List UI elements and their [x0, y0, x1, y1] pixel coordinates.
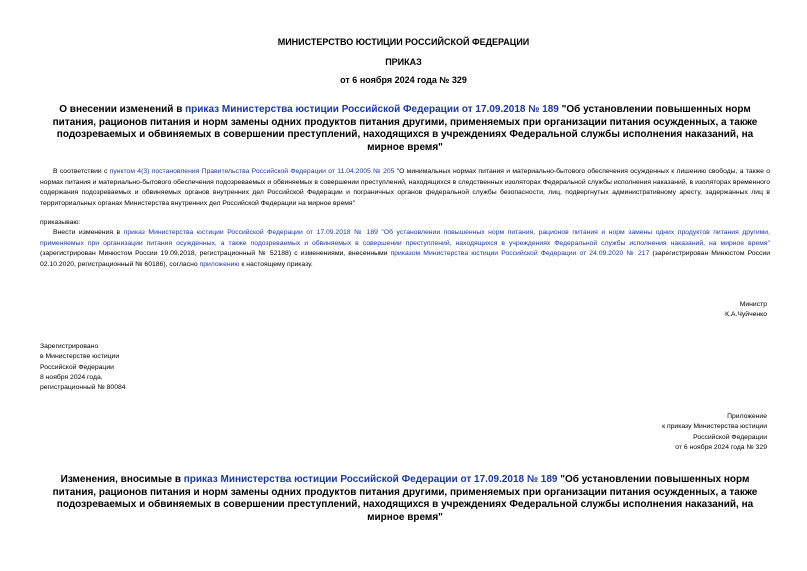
operative-text-2: (зарегистрирован Минюстом России 19.09.2018, регистрационный № 52188) с изменениями, внесенными — [40, 250, 391, 258]
operative-text-3: (зарегистрирован Минюстом России 02.10.2020, регистрационный № 60186), согласно — [40, 250, 771, 268]
changes-title-prefix: Изменения, вносимые в — [60, 474, 184, 485]
order-title-suffix: "Об установлении повышенных норм питания, рационов питания и норм замены одних продуктов питания другими, применяемых при организации питания осужденных, а также подозреваемых и обвиняемых в совершении преступлений, находящихся в учреждениях Федеральной службы исполнения наказаний, на мирное время" — [52, 104, 758, 153]
appendix-line-3: Российской Федерации — [693, 433, 767, 441]
order-word: приказываю: — [40, 219, 81, 226]
appendix-line-4: от 6 ноября 2024 года № 329 — [675, 443, 767, 451]
order-title — [50, 104, 760, 154]
operative-text-1: Внести изменения в — [53, 229, 124, 236]
order-title-prefix: О внесении изменений в — [59, 104, 186, 115]
preamble-suffix: "О минимальных нормах питания и материально-бытового обеспечения осужденных к лишению свободы, а также о нормах питания и материально-бытового обеспечения подозреваемых и обвиняемых в совершении преступлений, находящихся в следственных изоляторах Федеральной службы исполнения наказаний, в изоляторах временного содержания подозреваемых и обвиняемых органов внутренних дел Российской Федерации и пограничных органов федеральной службы безопасности, лиц, подвергнутых административному аресту, задержанных лиц в территориальных органах Министерства внутренних дел Российской Федерации на мирное время" — [40, 168, 770, 207]
appendix-line-1: Приложение — [727, 413, 767, 420]
doc-date-number: от 6 ноября 2024 года № 329 — [340, 75, 467, 85]
registration-line-5: регистрационный № 80084 — [40, 384, 126, 392]
operative-link-1[interactable]: приказ Министерства юстиции Российской Федерации от 17.09.2018 № 189 "Об установлении повышенных норм питания, рационов питания и норм замены одних продуктов питания другими, применяемых при организации питания осужденных, а также подозреваемых и обвиняемых в совершении преступлений, находящихся в учреждениях Федеральной службы исполнения наказаний, на мирное время" — [40, 229, 770, 247]
preamble-prefix: В соответствии с — [53, 168, 110, 175]
preamble-paragraph — [40, 167, 770, 209]
order-title-link[interactable]: приказ Министерства юстиции Российской Федерации от 17.09.2018 № 189 — [185, 104, 559, 115]
registration-line-3: Российской Федерации — [40, 363, 114, 371]
registration-block — [40, 342, 260, 393]
operative-link-3[interactable]: приложению — [199, 260, 240, 268]
appendix-line-2: к приказу Министерства юстиции — [662, 423, 767, 431]
changes-title-link[interactable]: приказ Министерства юстиции Российской Федерации от 17.09.2018 № 189 — [183, 474, 558, 485]
changes-title-suffix: "Об установлении повышенных норм питания, рационов питания и норм замены одних продуктов питания другими, применяемых при организации питания осужденных, а также подозреваемых и обвиняемых в совершении преступлений, находящихся в учреждениях Федеральной службы исполнения наказаний, на мирное время" — [52, 474, 758, 523]
signature-name: К.А.Чуйченко — [725, 311, 767, 319]
registration-line-1: Зарегистрировано — [40, 343, 99, 350]
preamble-link[interactable]: пунктом 4(3) постановления Правительства Российской Федерации от 11.04.2005 № 205 — [109, 168, 395, 175]
appendix-block — [517, 412, 767, 453]
signature-block — [567, 300, 767, 321]
doc-type-heading: ПРИКАЗ — [385, 57, 422, 67]
operative-paragraph — [40, 228, 770, 270]
ministry-heading: МИНИСТЕРСТВО ЮСТИЦИИ РОССИЙСКОЙ ФЕДЕРАЦИИ — [277, 37, 530, 47]
signature-position: Министр — [739, 301, 767, 308]
operative-link-2[interactable]: приказом Министерства юстиции Российской Федерации от 24.09.2020 № 217 — [390, 250, 650, 258]
changes-title — [50, 474, 760, 524]
registration-line-2: в Министерстве юстиции — [40, 353, 120, 361]
operative-text-4: к настоящему приказу. — [239, 260, 313, 268]
registration-line-4: 8 ноября 2024 года, — [40, 373, 103, 381]
